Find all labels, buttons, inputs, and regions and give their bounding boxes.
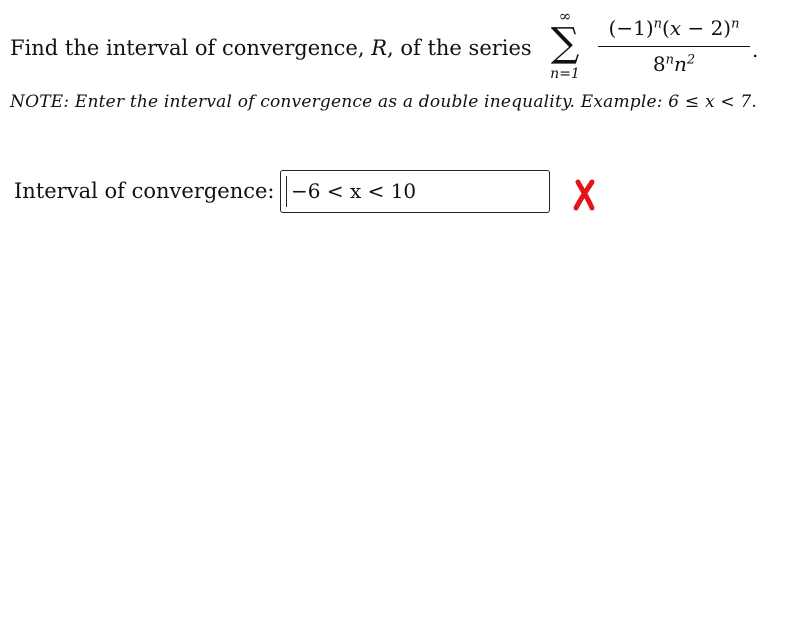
question-variable: R — [371, 36, 388, 60]
fraction-numerator — [594, 16, 754, 40]
input-left-bar — [286, 176, 287, 207]
answer-row — [14, 170, 634, 216]
question-text — [10, 36, 532, 60]
sigma-symbol: ∑ — [550, 20, 580, 66]
series-term-fraction — [594, 14, 754, 84]
instruction-note: NOTE: Enter the interval of convergence as a double inequality. Example: 6 ≤ x < 7. — [10, 92, 758, 112]
fraction-denominator — [594, 52, 754, 76]
num-paren: ( — [662, 16, 670, 40]
sum-lower-limit: n=1 — [550, 66, 580, 82]
answer-label: Interval of convergence: — [14, 179, 275, 203]
question-prefix: Find the interval of convergence, — [10, 36, 372, 60]
answer-value: −6 < x < 10 — [291, 179, 417, 203]
cross-icon — [570, 176, 600, 212]
den-exp-2: 2 — [686, 52, 696, 68]
sentence-period: . — [752, 38, 759, 62]
den-exp-1: n — [665, 52, 674, 68]
num-part-1: (−1) — [608, 16, 654, 40]
num-exp-2: n — [731, 16, 740, 32]
sum-upper-limit: ∞ — [558, 7, 572, 25]
den-var: n — [673, 52, 687, 76]
summation — [540, 8, 590, 90]
series-expression — [540, 8, 780, 90]
interval-answer-field[interactable] — [280, 170, 550, 213]
cross-icon-svg — [570, 176, 600, 212]
fraction-bar — [598, 46, 750, 47]
num-exp-1: n — [653, 16, 662, 32]
num-part-2: − 2) — [681, 16, 732, 40]
den-base: 8 — [652, 52, 666, 76]
question — [10, 8, 790, 88]
num-var: x — [669, 16, 682, 40]
question-suffix: , of the series — [387, 36, 532, 60]
